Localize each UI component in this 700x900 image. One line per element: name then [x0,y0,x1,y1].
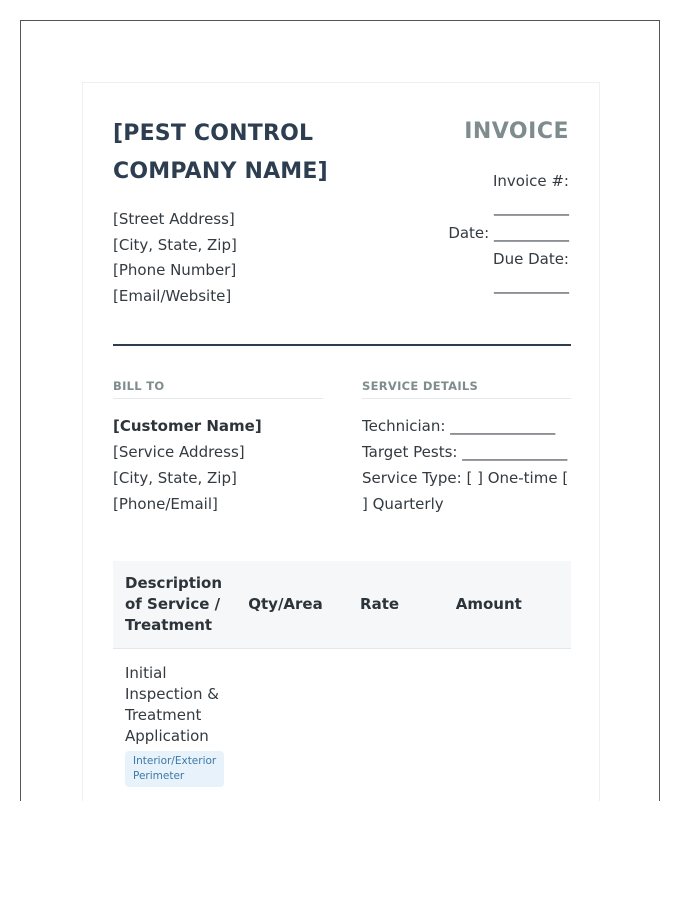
invoice-due-value: __________ [494,276,569,294]
header-description: Description of Service / Treatment [113,561,236,649]
customer-city: [City, State, Zip] [113,469,237,487]
header-qty: Qty/Area [236,561,348,649]
invoice-date: Date: __________ [448,224,569,242]
company-phone: [Phone Number] [113,261,237,279]
customer-name: [Customer Name] [113,417,262,435]
row-location-tag: Interior/Exterior Perimeter [125,751,224,787]
row-qty [236,649,348,802]
row-description-cell [113,649,236,802]
invoice-meta [429,168,569,298]
line-items-table [113,561,571,801]
invoice-title: INVOICE [464,119,569,144]
invoice-due-label: Due Date: [493,250,569,268]
technician-line: Technician: ______________ [362,417,556,435]
service-type-line: Service Type: [ ] One-time [ ] Quarterly [362,469,569,513]
row-rate [348,649,444,802]
company-street: [Street Address] [113,210,235,228]
invoice-number-label: Invoice #: [492,172,569,190]
target-pests-line: Target Pests: ______________ [362,443,568,461]
company-city: [City, State, Zip] [113,235,237,254]
header-rate: Rate [348,561,444,649]
table-header-row [113,561,571,649]
customer-contact: [Phone/Email] [113,495,218,513]
company-name: [PEST CONTROL COMPANY NAME] [113,121,328,184]
service-details-heading: SERVICE DETAILS [362,379,571,399]
table-row [113,649,571,802]
row-description: Initial Inspection & Treatment Application [125,664,219,745]
bill-to-heading: BILL TO [113,379,323,399]
service-address: [Service Address] [113,443,245,461]
header-divider [113,344,571,346]
service-details-block [362,413,571,517]
invoice-page [82,82,600,801]
invoice-number-value: __________ [494,198,569,216]
document-viewer [20,20,660,801]
company-address-block [113,207,237,309]
row-amount [444,649,571,802]
company-website: [Email/Website] [113,286,232,305]
header-amount: Amount [444,561,571,649]
bill-to-block [113,413,262,517]
